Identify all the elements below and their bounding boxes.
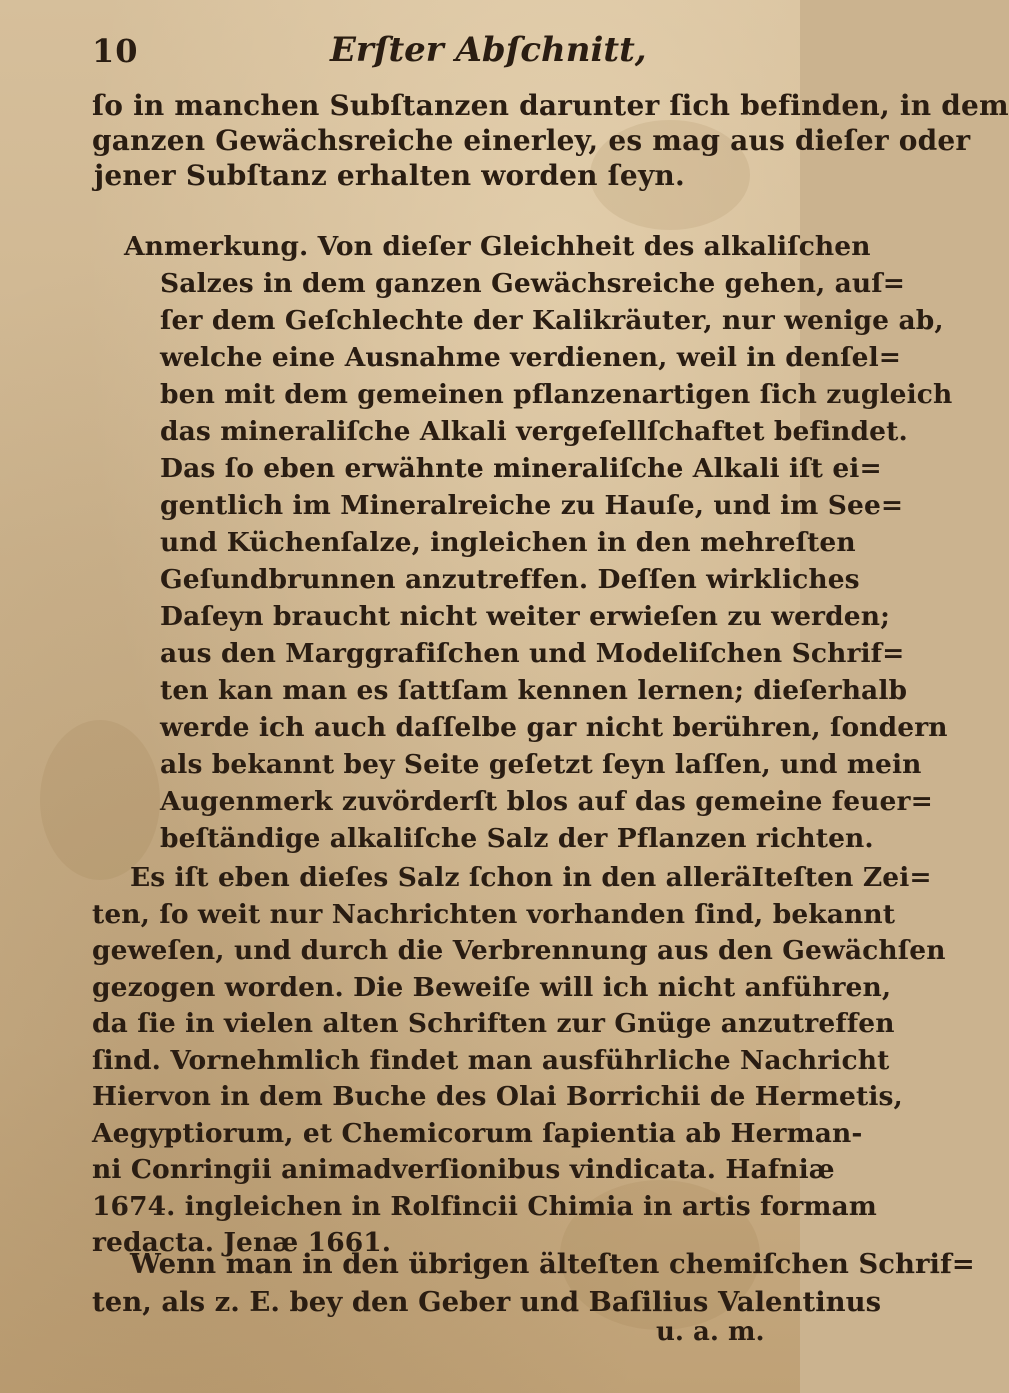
text-line: ſo in manchen Subſtanzen darunter ſich befinden, in dem	[92, 89, 1009, 122]
text-line: da ſie in vielen alten Schriften zur Gnüge anzutreffen	[92, 1008, 895, 1039]
text-line: gentlich im Mineralreiche zu Hauſe, und im See=	[160, 490, 904, 521]
text-line: ſind. Vornehmlich findet man ausführliche Nachricht	[92, 1044, 890, 1076]
text-line: ganzen Gewächsreiche einerley, es mag aus dieſer oder	[92, 124, 971, 157]
text-line: ſer dem Geſchlechte der Kalikräuter, nur wenige ab,	[160, 305, 944, 336]
text-line: Augenmerk zuvörderſt blos auf das gemeine feuer=	[160, 786, 933, 817]
paragraph-4	[92, 1245, 975, 1321]
paragraph-1	[92, 88, 1009, 193]
text-line: Salzes in dem ganzen Gewächsreiche gehen, auſ=	[160, 268, 906, 299]
text-line: Aegyptiorum, et Chemicorum ſapientia ab Herman-	[92, 1117, 863, 1149]
running-title: Erſter Abſchnitt,	[330, 30, 647, 70]
text-line: jener Subſtanz erhalten worden ſeyn.	[94, 159, 685, 192]
text-line: und Küchenſalze, ingleichen in den mehreſten	[160, 527, 856, 558]
text-line: ten kan man es ſattſam kennen lernen; dieſerhalb	[160, 675, 908, 706]
text-line: welche eine Ausnahme verdienen, weil in denſel=	[160, 342, 902, 373]
text-line: Geſundbrunnen anzutreffen. Deſſen wirkliches	[160, 564, 860, 595]
text-line: ni Conringii animadverſionibus vindicata. Hafniæ	[92, 1154, 835, 1185]
text-line: ten, ſo weit nur Nachrichten vorhanden ſind, bekannt	[92, 898, 896, 930]
text-line: Es iſt eben dieſes Salz ſchon in den alleräIteſten Zei=	[130, 862, 932, 893]
note-heading-line: Anmerkung. Von dieſer Gleichheit des alkaliſchen	[124, 231, 871, 262]
text-line: redacta. Jenæ 1661.	[92, 1227, 392, 1258]
text-line: Hiervon in dem Buche des Olai Borrichii de Hermetis,	[92, 1081, 903, 1112]
text-line: werde ich auch daſſelbe gar nicht berühren, ſondern	[160, 712, 948, 743]
annotation-note	[112, 228, 953, 857]
page-number: 10	[92, 32, 139, 70]
text-line: gezogen worden. Die Beweiſe will ich nicht anführen,	[92, 971, 892, 1003]
text-line: Das ſo eben erwähnte mineraliſche Alkali iſt ei=	[160, 453, 882, 484]
text-line: ben mit dem gemeinen pflanzenartigen ſich zugleich	[160, 379, 953, 410]
text-line: ten, als z. E. bey den Geber und Baſilius Valentinus	[92, 1286, 882, 1318]
text-line: geweſen, und durch die Verbrennung aus den Gewächſen	[92, 935, 946, 966]
page-header	[0, 22, 800, 72]
catchword: u. a. m.	[656, 1317, 765, 1347]
paragraph-3	[92, 860, 946, 1262]
text-line: als bekannt bey Seite geſetzt ſeyn laſſen, und mein	[160, 749, 922, 780]
text-line: beſtändige alkaliſche Salz der Pflanzen richten.	[160, 823, 874, 854]
text-line: Daſeyn braucht nicht weiter erwieſen zu werden;	[160, 601, 890, 632]
text-line: Wenn man in den übrigen älteſten chemiſchen Schrif=	[130, 1248, 975, 1280]
text-line: das mineraliſche Alkali vergeſellſchaftet befindet.	[160, 416, 908, 447]
text-line: 1674. ingleichen in Rolfincii Chimia in artis formam	[92, 1190, 877, 1222]
text-line: aus den Marggrafiſchen und Modeliſchen Schrif=	[160, 638, 905, 669]
